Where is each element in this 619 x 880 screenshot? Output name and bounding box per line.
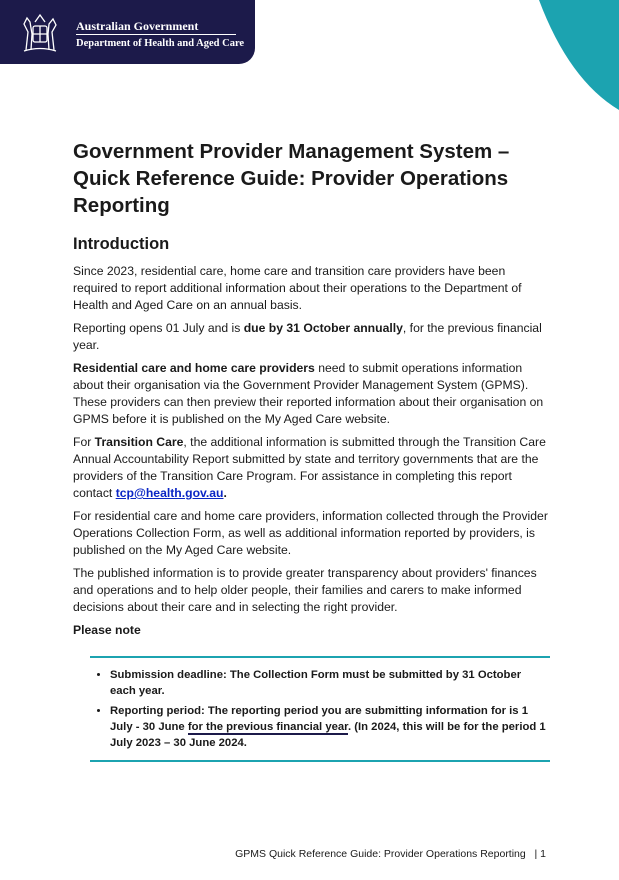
highlighted-text: for the previous financial year (187, 721, 348, 733)
email-link[interactable]: tcp@health.gov.au (115, 486, 224, 500)
paragraph-published-info: For residential care and home care providers, information collected through the Provider Operations Collection Form, as well as additional information reported by providers, is published on the My Aged Care website. (73, 509, 548, 557)
government-header (0, 0, 255, 64)
paragraph-transition-care (73, 434, 553, 502)
paragraph-reporting-window (73, 320, 553, 354)
please-note-label: Please note (73, 623, 141, 637)
section-heading: Introduction (73, 235, 170, 253)
government-name: Australian Government (76, 19, 199, 33)
document-title: Government Provider Management System – Quick Reference Guide: Provider Operations Reporting (73, 140, 510, 217)
text: For (73, 435, 95, 449)
header-divider (76, 34, 236, 35)
text: , for the previous financial year. (73, 321, 542, 352)
note-box (90, 656, 550, 762)
text-emphasis: Transition Care (94, 435, 184, 449)
introduction-body (73, 263, 553, 645)
text: Reporting period: The reporting period you are submitting information for is 1 July - 30 June (110, 705, 528, 733)
department-name: Department of Health and Aged Care (76, 38, 245, 49)
note-item: • Submission deadline: The Collection Form must be submitted by 31 October each year. (110, 667, 550, 699)
text: Reporting opens 01 July and is (73, 321, 244, 335)
paragraph-residential-home-care (73, 360, 553, 428)
text: need to submit operations information about their organisation via the Government Provider Management System (GPMS). These providers can then preview their reported information about their organisation on GPMS before it is published on the My Aged Care website. (73, 361, 544, 426)
text: , the additional information is submitted through the Transition Care Annual Accountability Report submitted by state and territory governments that are the providers of the Transition Care Program. For assistance in completing this report contact (73, 435, 546, 500)
footer-text: GPMS Quick Reference Guide: Provider Operations Reporting (235, 848, 526, 860)
note-list (90, 667, 550, 751)
paragraph-transparency: The published information is to provide greater transparency about providers' finances and operations and to help older people, their families and carers to make informed decisions about their care and in selecting the right provider. (73, 566, 537, 614)
coat-of-arms-icon (18, 10, 62, 54)
page-footer (235, 848, 546, 860)
text: . (In 2024, this will be for the period 1 July 2023 – 30 June 2024. (110, 721, 546, 749)
paragraph-intro: Since 2023, residential care, home care and transition care providers have been required to report additional information about their operations to the Department of Health and Aged Care on an annual basis. (73, 264, 522, 312)
note-item (110, 703, 550, 751)
text-emphasis: Residential care and home care providers (73, 361, 315, 375)
text: . (223, 486, 227, 500)
page-number: | 1 (534, 848, 546, 860)
corner-accent-shape (539, 0, 619, 110)
text-emphasis: due by 31 October annually (243, 321, 403, 335)
